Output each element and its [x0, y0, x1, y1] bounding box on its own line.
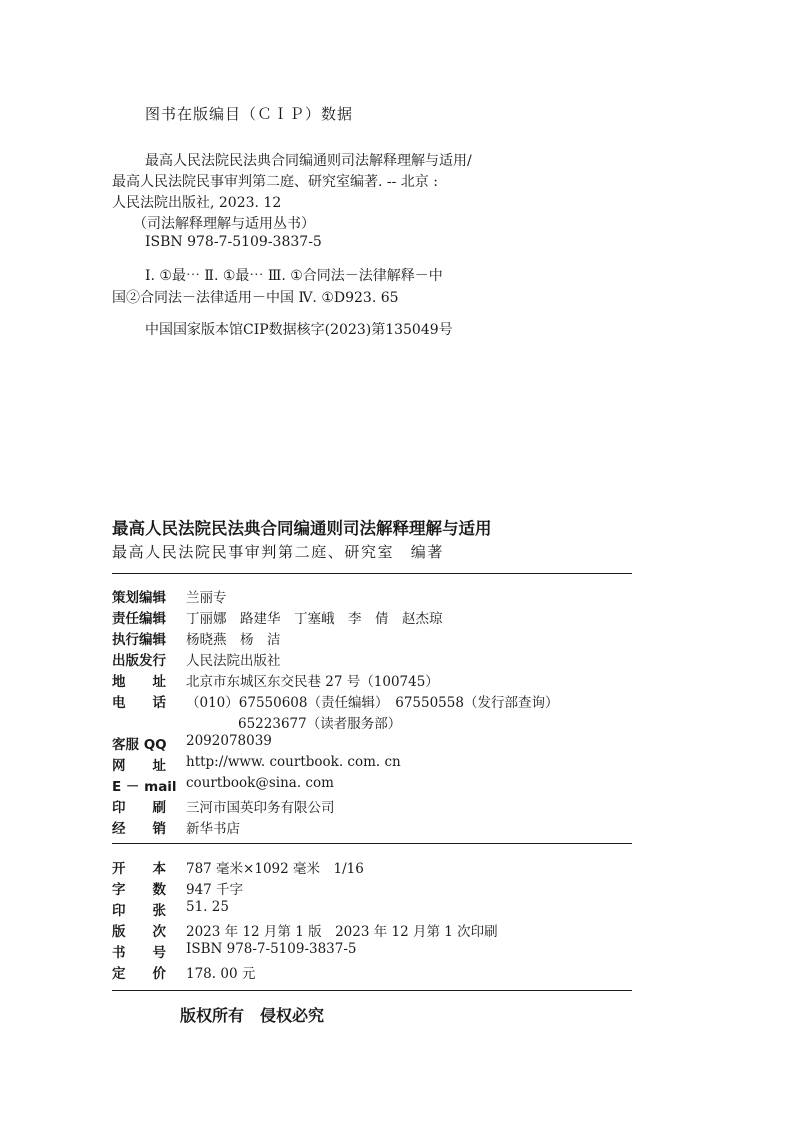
cip-line: 人民法院出版社, 2023. 12: [112, 195, 282, 211]
divider: [112, 843, 632, 844]
info-value: 人民法院出版社: [186, 653, 281, 669]
cip-line: Ⅰ. ①最⋯ Ⅱ. ①最⋯ Ⅲ. ①合同法－法律解释－中: [145, 268, 443, 284]
cip-line: 最高人民法院民事审判第二庭、研究室编著. -- 北京 :: [112, 174, 438, 190]
divider: [112, 573, 632, 574]
info-label: E － mail: [112, 779, 177, 795]
spec-label: 印 张: [112, 903, 166, 919]
spec-label: 字 数: [112, 882, 166, 898]
spec-label: 版 次: [112, 924, 166, 940]
info-value: 新华书店: [186, 821, 240, 837]
info-label: 经 销: [112, 821, 166, 837]
info-label: 策划编辑: [112, 590, 166, 606]
info-label: 电 话: [112, 695, 166, 711]
spec-label: 开 本: [112, 861, 166, 877]
spec-value: 2023 年 12 月第 1 版 2023 年 12 月第 1 次印刷: [186, 924, 498, 940]
divider: [112, 990, 632, 991]
info-label: 客服 QQ: [112, 737, 167, 753]
spec-value: 947 千字: [186, 882, 244, 898]
cip-line: ISBN 978-7-5109-3837-5: [145, 234, 322, 250]
info-value: （010）67550608（责任编辑） 67550558（发行部查询）: [186, 695, 559, 711]
info-value: 2092078039: [186, 733, 272, 749]
info-label: 责任编辑: [112, 611, 166, 627]
info-value-continued: 65223677（读者服务部）: [238, 716, 402, 732]
spec-value: 787 毫米×1092 毫米 1/16: [186, 861, 364, 877]
info-label: 地 址: [112, 674, 166, 690]
info-label: 印 刷: [112, 800, 166, 816]
info-value: 兰丽专: [186, 590, 227, 606]
info-value: 丁丽娜 路建华 丁塞峨 李 倩 赵杰琼: [186, 611, 443, 627]
book-title: 最高人民法院民法典合同编通则司法解释理解与适用: [112, 519, 492, 538]
info-label: 出版发行: [112, 653, 166, 669]
cip-heading: 图书在版编目（ＣＩＰ）数据: [145, 105, 354, 123]
info-label: 网 址: [112, 758, 166, 774]
spec-value: 178. 00 元: [186, 966, 256, 982]
spec-label: 书 号: [112, 945, 166, 961]
cip-line: 中国国家版本馆CIP数据核字(2023)第135049号: [145, 322, 453, 338]
info-label: 执行编辑: [112, 632, 166, 648]
cip-line: 最高人民法院民法典合同编通则司法解释理解与适用/: [145, 153, 472, 169]
spec-label: 定 价: [112, 966, 166, 982]
info-value: http://www. courtbook. com. cn: [186, 754, 401, 770]
spec-value: 51. 25: [186, 899, 229, 915]
cip-line: （司法解释理解与适用丛书）: [133, 216, 315, 232]
cip-line: 国②合同法－法律适用－中国 Ⅳ. ①D923. 65: [112, 290, 399, 306]
info-value: courtbook@sina. com: [186, 775, 334, 791]
spec-value: ISBN 978-7-5109-3837-5: [186, 941, 357, 957]
info-value: 杨晓燕 杨 洁: [186, 632, 281, 648]
book-author: 最高人民法院民事审判第二庭、研究室 编著: [112, 543, 445, 561]
info-value: 北京市东城区东交民巷 27 号（100745）: [186, 674, 439, 690]
copyright-notice: 版权所有 侵权必究: [180, 1006, 325, 1025]
info-value: 三河市国英印务有限公司: [186, 800, 335, 816]
